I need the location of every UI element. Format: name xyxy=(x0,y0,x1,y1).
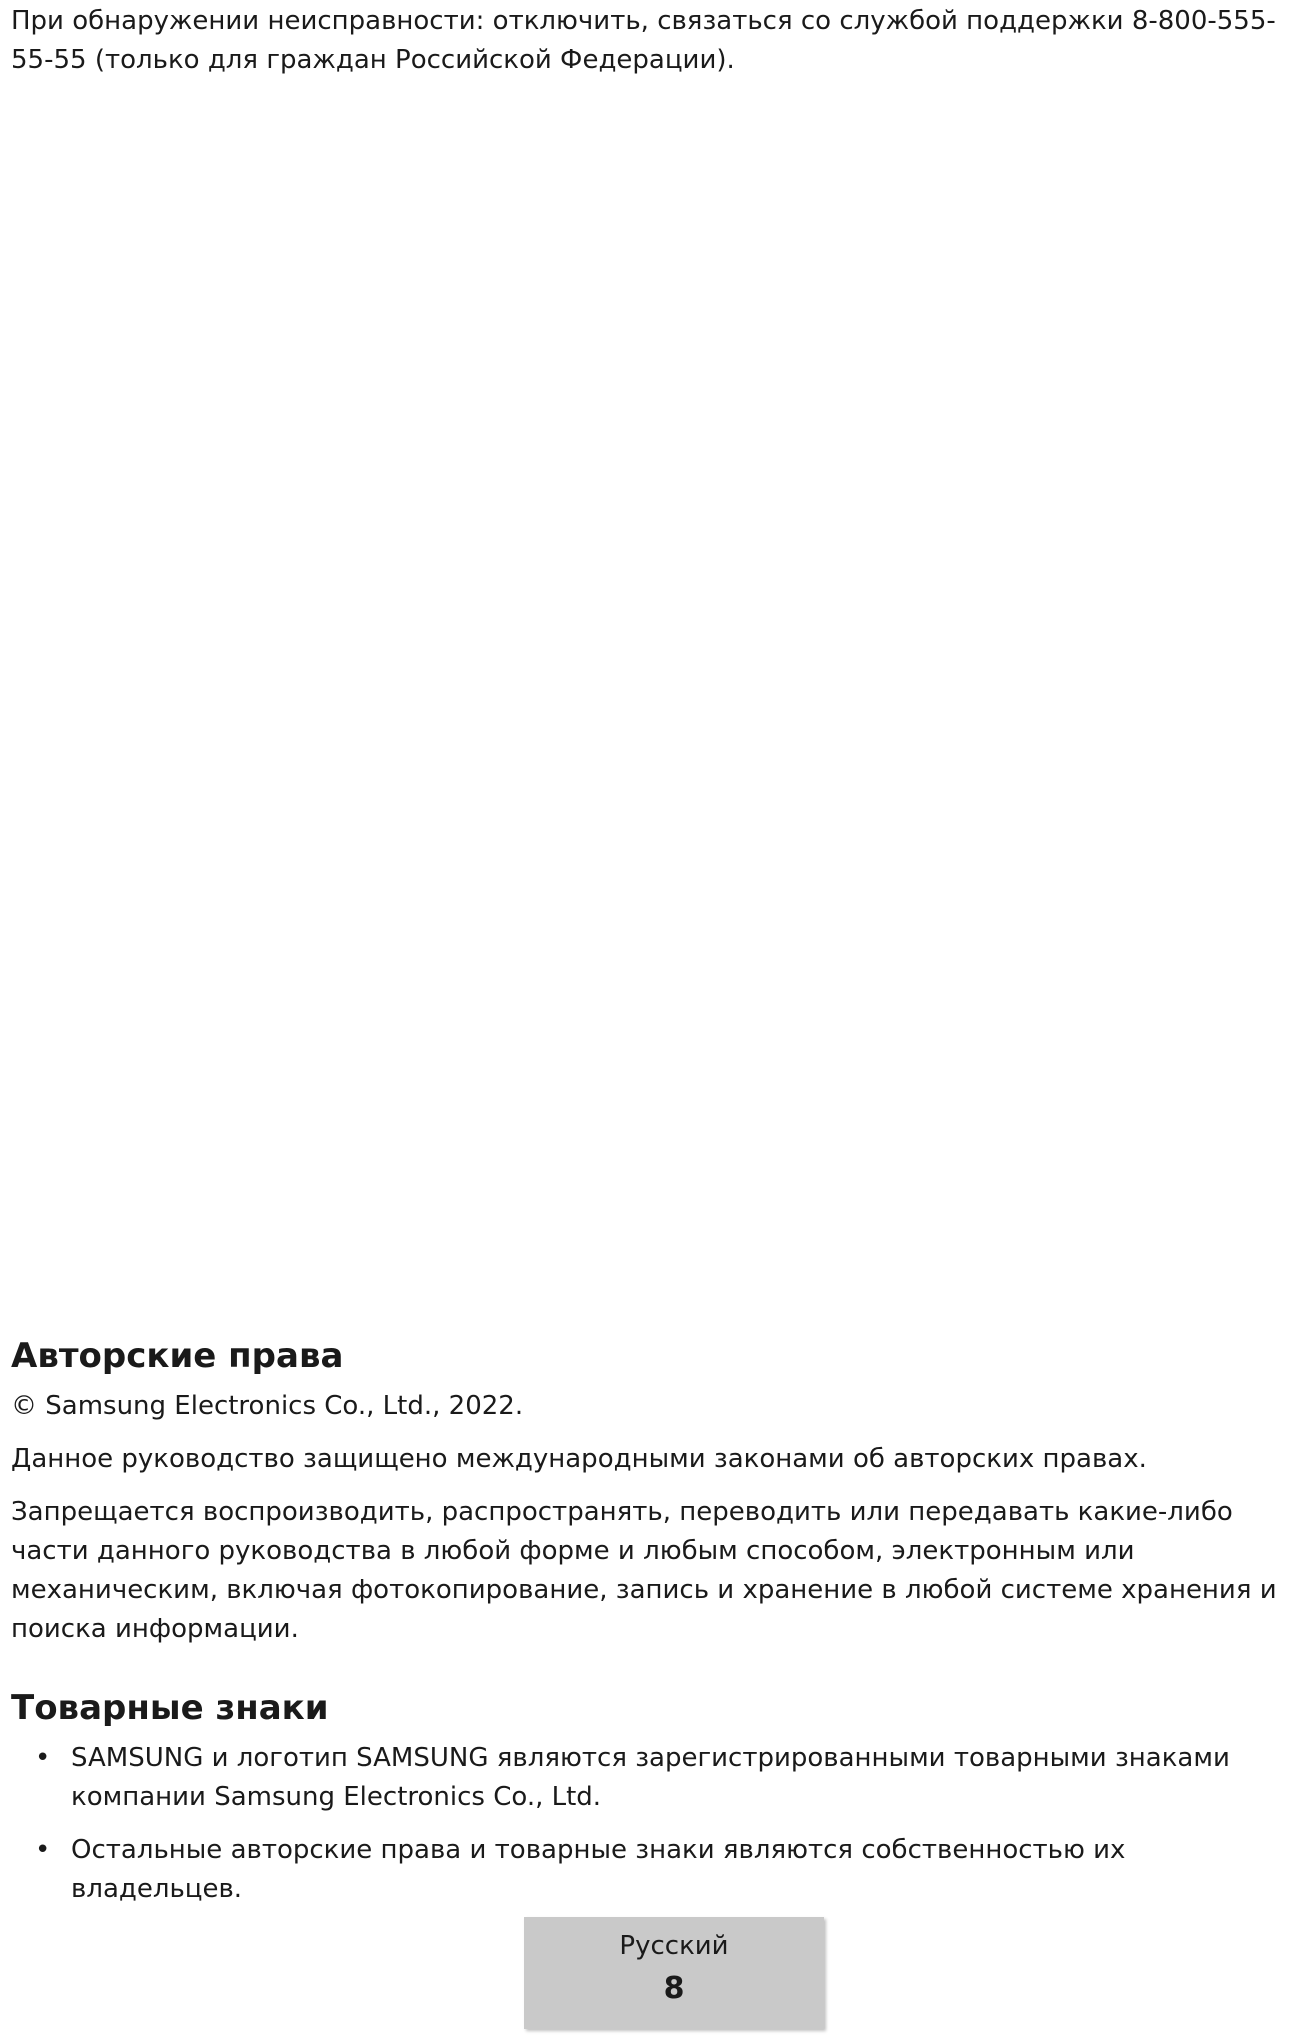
trademarks-section xyxy=(11,1685,1301,1923)
list-item-text: Остальные авторские права и товарные знаки являются собственностью их владельцев. xyxy=(71,1835,1126,1904)
footer-language: Русский xyxy=(619,1931,729,1961)
bullet-icon: • xyxy=(35,1835,51,1865)
page-footer xyxy=(524,1917,824,2029)
list-item xyxy=(11,1739,1301,1817)
copyright-section xyxy=(11,1333,1301,1663)
copyright-heading: Авторские права xyxy=(11,1336,344,1376)
support-note: При обнаружении неисправности: отключить, связаться со службой поддержки 8-800-555-55-55 (только для граждан Российской Федерации). xyxy=(11,6,1276,75)
copyright-restriction-text: Запрещается воспроизводить, распространять, переводить или передавать какие-либо части данного руководства в любой форме и любым способом, электронным или механическим, включая фотокопирование, запись и хранение в любой системе хранения и поиска информации. xyxy=(11,1497,1277,1644)
copyright-line: © Samsung Electronics Co., Ltd., 2022. xyxy=(11,1391,524,1421)
bullet-icon: • xyxy=(35,1743,51,1773)
list-item-text: SAMSUNG и логотип SAMSUNG являются зарегистрированными товарными знаками компании Samsung Electronics Co., Ltd. xyxy=(71,1743,1230,1812)
list-item xyxy=(11,1831,1301,1909)
copyright-protection-text: Данное руководство защищено международными законами об авторских правах. xyxy=(11,1444,1147,1474)
trademarks-heading: Товарные знаки xyxy=(11,1688,329,1728)
trademarks-list xyxy=(11,1739,1301,1909)
page-number: 8 xyxy=(663,1971,685,2006)
